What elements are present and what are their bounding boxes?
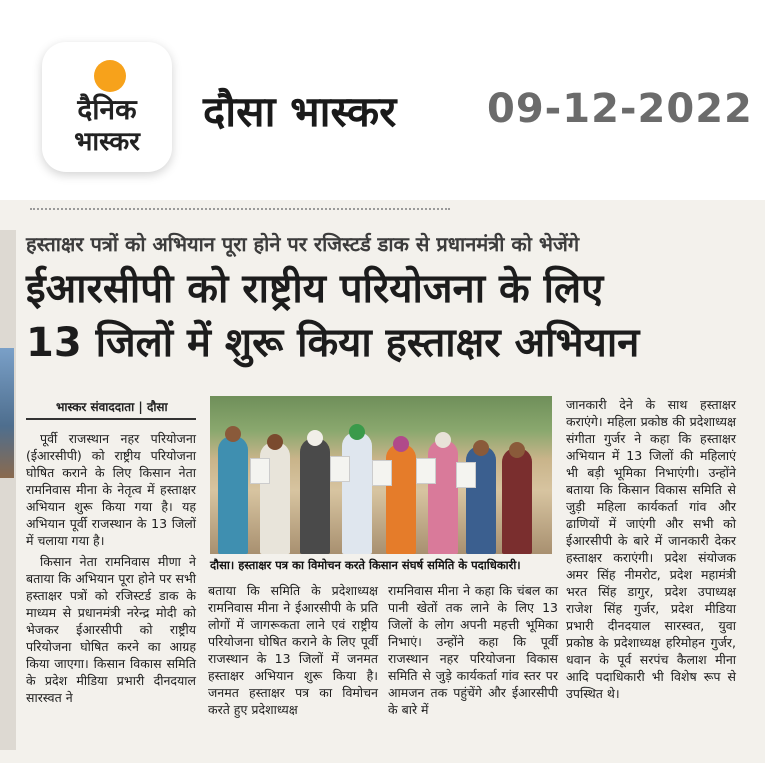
byline-rule bbox=[26, 418, 196, 420]
paragraph: किसान नेता रामनिवास मीणा ने बताया कि अभियान पूरा होने पर सभी हस्ताक्षर पत्रों को रजिस्टर्ड डाक के माध्यम से प्रधानमंत्री नरेन्द्र मोदी को भेजकर ईआरसीपी को राष्ट्रीय परियोजना घोषित करने का आग्रह किया जाएगा। किसान विकास समिति के प्रदेश मीडिया प्रभारी दीनदयाल सारस्वत ने bbox=[26, 554, 196, 705]
paragraph: रामनिवास मीना ने कहा कि चंबल का पानी खेतों तक लाने के लिए 13 जिलों के लोग अपनी महत्ती भूमिका निभाएं। उन्होंने कहा कि पूर्वी राजस्थान नहर परियोजना विकास समिति से जुड़े कार्यकर्ता गांव स्तर पर आमजन तक पहुंचेंगे और ईआरसीपी के बारे में bbox=[388, 583, 558, 717]
article-kicker: हस्ताक्षर पत्रों को अभियान पूरा होने पर रजिस्टर्ड डाक से प्रधानमंत्री को भेजेंगे bbox=[26, 232, 580, 256]
edition-title: दौसा भास्कर bbox=[203, 87, 397, 136]
clipping-edge bbox=[30, 208, 450, 216]
edition-date: 09-12-2022 bbox=[487, 86, 753, 132]
article-byline: भास्कर संवाददाता | दौसा bbox=[56, 400, 168, 414]
paragraph: पूर्वी राजस्थान नहर परियोजना (ईआरसीपी) को राष्ट्रीय परियोजना घोषित कराने के लिए किसान नेता रामनिवास मीना के नेतृत्व में हस्ताक्षर अभियान शुरू किया गया है। यह अभियान पूर्वी राजस्थान के 13 जिलों में चलाया गया है। bbox=[26, 431, 196, 548]
article-column-1 bbox=[26, 430, 196, 710]
headline-line-1: ईआरसीपी को राष्ट्रीय परियोजना के लिए bbox=[26, 266, 604, 312]
photo-caption: दौसा। हस्ताक्षर पत्र का विमोचन करते किसान संघर्ष समिति के पदाधिकारी। bbox=[210, 558, 521, 572]
paragraph: जानकारी देने के साथ हस्ताक्षर कराएंगे। महिला प्रकोष्ठ की प्रदेशाध्यक्ष संगीता गुर्जर ने कहा कि हस्ताक्षर अभियान में 13 जिलों की महिलाएं भी बड़ी भूमिका निभाएंगी। उन्होंने बताया कि किसान विकास समिति से जुड़ी महिला कार्यकर्ता गांव और ढाणियों में जाएंगी और सभी को ईआरसीपी के बारे में जानकारी देकर हस्ताक्षर कराएंगी। प्रदेश संयोजक अमर सिंह नीमरोट, प्रदेश महामंत्री भरत सिंह डागुर, प्रदेश उपाध्यक्ष राजेश सिंह गुर्जर, प्रदेश मीडिया प्रभारी दीनदयाल सारस्वत, युवा प्रकोष्ठ के प्रदेशाध्यक्ष हरिमोहन गुर्जर, धवान के पूर्व सरपंच कैलाश मीना आदि पदाधिकारी भी विशेष रूप से उपस्थित थे। bbox=[566, 397, 736, 701]
newspaper-clipping bbox=[0, 200, 765, 763]
app-logo[interactable] bbox=[42, 42, 172, 172]
logo-text-line1: दैनिक bbox=[77, 93, 137, 126]
logo-text-line2: भास्कर bbox=[74, 127, 140, 157]
article-headline bbox=[26, 262, 746, 370]
article-column-2 bbox=[208, 582, 378, 722]
paragraph: बताया कि समिति के प्रदेशाध्यक्ष रामनिवास मीना ने ईआरसीपी के प्रति लोगों में जागरूकता लाने एवं राष्ट्रीय परियोजना घोषित कराने के लिए पूर्वी राजस्थान के 13 जिलों में जनमत हस्ताक्षर अभियान शुरू किया है। जनमत हस्ताक्षर पत्र का विमोचन करते हुए प्रदेशाध्यक्ष bbox=[208, 583, 378, 717]
article-photo bbox=[210, 396, 552, 554]
sun-icon bbox=[94, 60, 126, 92]
headline-line-2: 13 जिलों में शुरू किया हस्ताक्षर अभियान bbox=[26, 320, 640, 366]
article-column-4 bbox=[566, 396, 736, 706]
article-column-3 bbox=[388, 582, 558, 722]
app-header bbox=[0, 0, 765, 200]
adjacent-photo bbox=[0, 348, 14, 478]
adjacent-article-strip bbox=[0, 230, 16, 750]
